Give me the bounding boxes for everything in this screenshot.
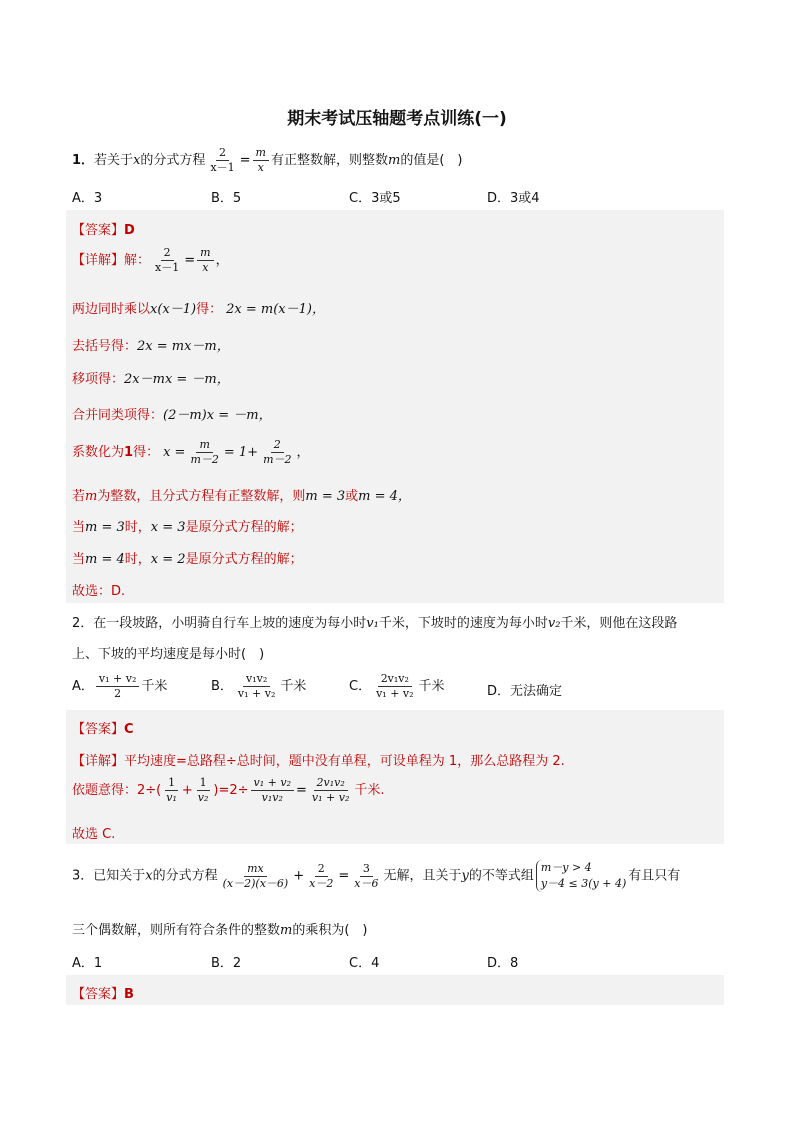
q2-calc-frac1-den: v₁ [166, 791, 177, 804]
q1-step-m3-text3: 是原分式方程的解； [185, 520, 303, 535]
q2-calc-frac1 [163, 776, 180, 805]
q3-text-pre: 3．已知关于 [72, 868, 146, 884]
q2-option-b-unit: 千米 [280, 679, 307, 694]
q1-step-m4-text2: 时， [124, 552, 151, 567]
q3-f1-den: (x－2)(x－6) [222, 876, 289, 890]
q3-option-d[interactable]: D．8 [487, 956, 519, 971]
q1-detail-frac2 [197, 246, 213, 275]
q2-option-b-frac [235, 672, 278, 701]
q2-v1: v₁ [366, 616, 379, 631]
question-2-line-1 [72, 612, 677, 631]
q1-step-coef-frac1-den: m－2 [190, 453, 219, 466]
q1-f1-denominator: x－1 [210, 161, 235, 174]
q1-step-move-expr: 2x－mx = －m， [124, 372, 230, 387]
q1-f2-denominator: x [257, 161, 264, 174]
q3-text-mid: 的分式方程 [152, 868, 218, 884]
q1-step-move-text: 移项得： [72, 372, 125, 387]
q2-option-b[interactable] [211, 672, 306, 701]
q1-step-move [72, 368, 230, 387]
q2-calc-frac4 [309, 776, 352, 805]
q1-var-x: x [133, 153, 141, 168]
q1-step-m3-text2: 时， [124, 520, 151, 535]
q3-answer-line [72, 983, 134, 1002]
q1-step-coef-frac1-num: m [196, 438, 212, 453]
q1-step-coef-frac2 [260, 438, 294, 467]
q2-option-a-unit: 千米 [141, 679, 168, 694]
q2-detail-text: 平均速度=总路程÷总时间，题中没有单程，可设单程为 1，那么总路程为 2. [124, 754, 565, 769]
q1-step-m4-expr: m = 4 [85, 552, 125, 567]
q1-step-int-text: 若 [72, 489, 86, 504]
q1-answer-label: 【答案】 [72, 223, 125, 238]
question-1 [72, 146, 462, 175]
q2-option-a-den: 2 [114, 687, 122, 700]
q1-step-coef-tail: ， [296, 445, 310, 460]
q1-var-m: m [387, 153, 401, 168]
q1-step-coef-frac1 [187, 438, 221, 467]
q2-text-2: 千米，下坡时的速度为每小时 [378, 616, 548, 631]
q2-calc-eq: = [296, 783, 307, 798]
q1-option-c[interactable]: C．3或5 [349, 191, 401, 206]
q3-var-m: m [280, 923, 293, 938]
q1-detail-eq: = [184, 253, 196, 268]
q3-option-c[interactable]: C．4 [349, 956, 380, 971]
q2-option-a-num: v₁ + v₂ [96, 672, 139, 687]
q1-text-mid: 的分式方程 [140, 153, 206, 168]
q1-step-multiply [72, 298, 325, 317]
q3-line2-text: 三个偶数解，则所有符合条件的整数 [72, 923, 281, 938]
q2-detail-label: 【详解】 [72, 754, 125, 769]
q2-answer-value: C [124, 722, 134, 737]
q1-step-brackets [72, 335, 230, 354]
q1-step-m4-text3: 是原分式方程的解； [185, 552, 303, 567]
q1-step-int-m4: m = 4， [358, 489, 411, 504]
q1-step-brackets-expr: 2x = mx－m， [137, 339, 230, 354]
q1-step-coef-text2: 得： [133, 445, 160, 460]
q3-text-post2: 的不等式组 [468, 868, 534, 884]
q1-f2-numerator: m [253, 146, 269, 161]
q1-detail-frac1-num: 2 [161, 246, 174, 261]
q1-step-int-text2: 为整数，且分式方程有正整数解，则 [97, 489, 306, 504]
q2-calc-mid: )=2÷ [213, 783, 249, 798]
q2-detail-line [72, 750, 565, 769]
q3-text-end: 有且只有 [628, 868, 681, 884]
q2-calc-pre: 依题意得：2÷( [72, 783, 162, 798]
q1-step-multiply-expr: x(x－1) [150, 302, 197, 317]
q1-detail-frac1-den: x－1 [155, 261, 180, 274]
q2-option-b-num: v₁v₂ [243, 672, 270, 687]
q1-option-b[interactable]: B．5 [211, 191, 242, 206]
q1-equals: = [239, 153, 251, 168]
q1-step-multiply-text: 两边同时乘以 [72, 302, 151, 317]
q2-option-c-unit: 千米 [418, 679, 445, 694]
q3-answer-value: B [124, 987, 134, 1002]
q2-calc-frac2-den: v₂ [197, 791, 209, 804]
q2-option-a-label: A． [72, 679, 94, 694]
q1-step-m3 [72, 516, 303, 535]
q2-option-a-frac [96, 672, 139, 701]
q1-step-choice: 故选：D. [72, 584, 126, 599]
q3-f2-den: x－2 [309, 876, 334, 890]
q1-step-combine [72, 404, 272, 423]
q1-step-m4-x: x = 2 [150, 552, 186, 567]
q2-calc-frac2 [195, 776, 212, 805]
q1-answer-line [72, 219, 135, 238]
q1-step-int-or: 或 [345, 489, 359, 504]
q1-step-m4 [72, 548, 303, 567]
q1-text-pre: 若关于 [94, 153, 134, 168]
question-3-line-2 [72, 919, 368, 938]
q1-step-m3-text: 当 [72, 520, 86, 535]
q2-option-c-frac [373, 672, 416, 701]
q1-step-coef-one: 1 [124, 445, 134, 460]
q1-step-combine-expr: (2－m)x = －m， [163, 408, 272, 423]
q3-fraction-2 [306, 862, 336, 891]
q2-calc-frac3-num: v₁ + v₂ [251, 776, 294, 791]
q1-text-post: 有正整数解，则整数 [270, 153, 388, 168]
q1-step-coefficient [72, 438, 310, 467]
q2-final-choice: 故选 C. [72, 827, 116, 842]
q2-option-b-label: B． [211, 679, 233, 694]
q1-step-int-m3: m = 3 [305, 489, 346, 504]
q1-fraction-left [207, 146, 237, 175]
q2-answer-label: 【答案】 [72, 722, 125, 737]
q1-step-multiply-result: 2x = m(x－1)， [226, 302, 325, 317]
q1-step-m3-expr: m = 3 [85, 520, 125, 535]
q1-option-d[interactable]: D．3或4 [487, 191, 540, 206]
question-2-line-2: 上、下坡的平均速度是每小时( ) [72, 647, 265, 662]
q3-eq: = [338, 868, 350, 884]
q3-option-b[interactable]: B．2 [211, 956, 242, 971]
q1-step-coef-frac2-num: 2 [271, 438, 284, 453]
q2-option-c-num: 2v₁v₂ [378, 672, 412, 687]
q1-detail-frac1 [152, 246, 182, 275]
q1-number: 1． [72, 153, 95, 168]
q2-calc-frac2-num: 1 [197, 776, 210, 791]
q3-plus: + [293, 868, 305, 884]
q2-calc-line [72, 776, 385, 805]
q3-fraction-1 [220, 862, 292, 891]
q1-step-m4-text: 当 [72, 552, 86, 567]
q3-f2-num: 2 [315, 862, 328, 877]
q1-detail-text: 解： [124, 253, 151, 268]
q2-calc-end: 千米. [354, 783, 385, 798]
page-title: 期末考试压轴题考点训练(一) [287, 109, 507, 129]
q2-calc-plus: + [181, 783, 193, 798]
q1-text-end: 的值是( ) [400, 153, 463, 168]
q1-step-m3-x: x = 3 [150, 520, 186, 535]
q1-detail-label: 【详解】 [72, 253, 125, 268]
q2-option-a[interactable] [72, 672, 167, 701]
q2-v2: v₂ [547, 616, 561, 631]
q1-f1-numerator: 2 [216, 146, 229, 161]
q1-step-coef-frac2-den: m－2 [263, 453, 292, 466]
q1-step-coef-text: 系数化为 [72, 445, 125, 460]
q1-step-multiply-text2: 得： [196, 302, 223, 317]
q1-step-integer [72, 485, 411, 504]
q2-calc-frac3-den: v₁v₂ [261, 791, 283, 804]
q2-option-c-label: C． [349, 679, 372, 694]
q1-detail-line: 【详解】解： $\frac{2}{x-1}$ = $\frac{m}{x}$ ， [72, 246, 229, 274]
q2-calc-frac3 [251, 776, 294, 805]
q2-answer-line [72, 718, 134, 737]
q1-step-coef-x: x = [163, 445, 186, 460]
q2-text-1: 2．在一段坡路，小明骑自行车上坡的速度为每小时 [72, 616, 367, 631]
question-3-line-1 [72, 860, 680, 892]
q3-f1-num: mx [244, 862, 267, 877]
q1-step-combine-text: 合并同类项得： [72, 408, 164, 423]
q2-option-c[interactable] [349, 672, 445, 701]
q2-option-c-den: v₁ + v₂ [376, 687, 414, 700]
q3-f3-num: 3 [360, 862, 373, 877]
q3-var-y: y [461, 868, 469, 884]
q2-calc-frac1-num: 1 [165, 776, 178, 791]
q1-detail-frac2-den: x [202, 261, 209, 274]
q3-fraction-3 [351, 862, 381, 891]
q3-answer-label: 【答案】 [72, 987, 125, 1002]
q1-step-int-m: m [85, 489, 98, 504]
q1-step-coef-eq: = 1+ [223, 445, 259, 460]
q1-answer-value: D [124, 223, 135, 238]
q2-option-b-den: v₁ + v₂ [237, 687, 276, 700]
q1-option-a[interactable]: A．3 [72, 191, 103, 206]
q3-text-post: 无解，且关于 [383, 868, 462, 884]
q3-inequality-system [536, 860, 626, 892]
q2-calc-frac4-den: v₁ + v₂ [311, 791, 350, 804]
q1-fraction-right [253, 146, 269, 175]
q3-ineq-2: y－4 ≤ 3(y + 4) [540, 877, 627, 890]
q2-option-d[interactable]: D．无法确定 [487, 684, 563, 699]
q3-option-a[interactable]: A．1 [72, 956, 103, 971]
q3-var-x: x [145, 868, 153, 884]
q1-detail-frac2-num: m [197, 246, 213, 261]
q3-ineq-1: m－y > 4 [540, 861, 592, 874]
q3-solution-block [66, 975, 724, 1005]
q1-step-brackets-text: 去括号得： [72, 339, 138, 354]
q3-f3-den: x－6 [354, 876, 379, 890]
q2-text-3: 千米，则他在这段路 [560, 616, 678, 631]
q2-calc-frac4-num: 2v₁v₂ [314, 776, 348, 791]
q3-line2-end: 的乘积为( ) [292, 923, 368, 938]
